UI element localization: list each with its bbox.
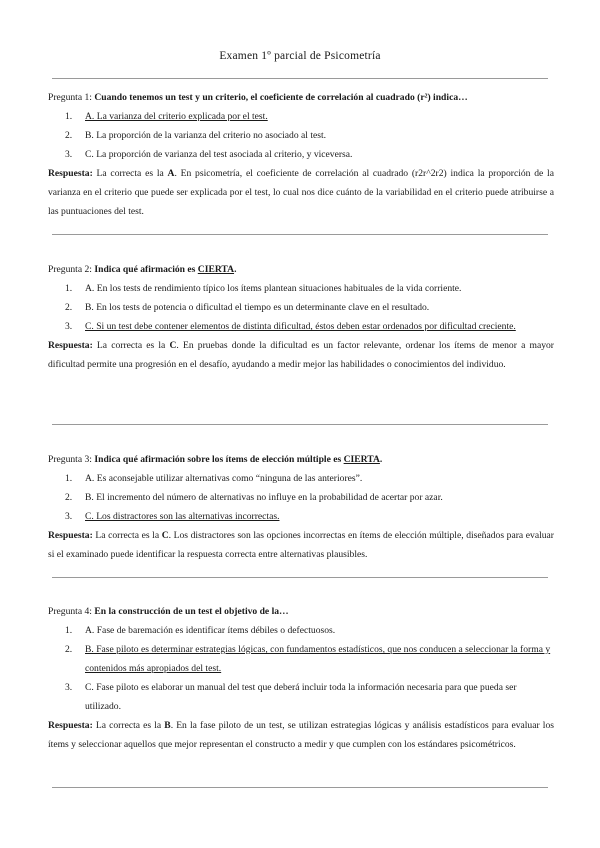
option-item [48,507,554,526]
option-number: 1. [65,473,73,484]
option-item [48,621,554,640]
option-number: 3. [65,682,73,693]
option-text: C. Fase piloto es elaborar un manual del test que deberá incluir toda la información necesaria para que pueda ser utilizado. [85,682,517,712]
option-item [48,640,554,678]
question-stem-end: . [234,264,237,275]
option-item [48,317,554,336]
answer-label: Respuesta: [48,720,93,731]
answer-label: Respuesta: [48,340,93,351]
question-3 [48,450,554,564]
question-label: Pregunta 2: [48,264,92,275]
option-number: 2. [65,492,73,503]
question-stem: Indica qué afirmación sobre los ítems de elección múltiple es [94,454,344,465]
option-text: A. En los tests de rendimiento típico los ítems plantean situaciones habituales de la vida corriente. [85,283,462,294]
answer-letter: C [161,530,169,541]
answer-explanation: . En psicometría, el coeficiente de correlación al cuadrado (r2r^2r2) indica la proporción de la varianza en el criterio que puede ser explicada por el test, lo cual nos dice cuánto de la variabilidad en el criterio puede atribuirse a las puntuaciones del test. [48,168,554,217]
option-number: 2. [65,644,73,655]
option-number: 1. [65,283,73,294]
option-item [48,279,554,298]
divider [52,577,548,578]
question-stem-emphasis: CIERTA [343,454,380,465]
option-text: B. La proporción de la varianza del criterio no asociado al test. [85,130,327,141]
option-text-correct: C. Si un test debe contener elementos de distinta dificultad, éstos deben estar ordenados por dificultad creciente. [85,321,516,332]
option-text-correct: A. La varianza del criterio explicada por el test. [85,111,268,122]
option-item [48,126,554,145]
answer-paragraph [48,164,554,221]
answer-paragraph [48,336,554,374]
question-stem: En la construcción de un test el objetivo de la… [94,606,289,617]
option-number: 3. [65,149,73,160]
question-stem: Indica qué afirmación es [94,264,198,275]
option-item [48,145,554,164]
option-text: B. En los tests de potencia o dificultad el tiempo es un determinante clave en el resultado. [85,302,430,313]
option-item [48,488,554,507]
divider [52,787,548,788]
answer-letter: B [164,720,171,731]
option-item [48,678,554,716]
question-stem: Cuando tenemos un test y un criterio, el coeficiente de correlación al cuadrado (r²) indica… [94,92,468,103]
question-stem-emphasis: CIERTA [197,264,235,275]
option-text-correct: B. Fase piloto es determinar estrategias lógicas, con fundamentos estadísticos, que nos conducen a seleccionar la forma y contenidos más apropiados del test. [85,644,551,674]
question-2 [48,260,554,374]
options-list [48,469,554,526]
option-number: 2. [65,302,73,313]
divider [52,424,548,425]
answer-letter: C [169,340,177,351]
divider [52,78,548,79]
option-number: 1. [65,625,73,636]
answer-label: Respuesta: [48,168,93,179]
option-text: C. La proporción de varianza del test asociada al criterio, y viceversa. [85,149,353,160]
page-title: Examen 1º parcial de Psicometría [219,50,381,62]
answer-explanation: . Los distractores son las opciones incorrectas en ítems de elección múltiple, diseñados para evaluar si el examinado puede identificar la respuesta correcta entre alternativas plausibles. [48,530,554,560]
answer-prefix: La correcta es la [92,168,168,179]
options-list [48,621,554,716]
answer-label: Respuesta: [48,530,93,541]
answer-prefix: La correcta es la [92,340,170,351]
option-number: 3. [65,321,73,332]
option-text: B. El incremento del número de alternativas no influye en la probabilidad de acertar por azar. [85,492,443,503]
option-item [48,469,554,488]
option-text: A. Fase de baremación es identificar ítems débiles o defectuosos. [85,625,336,636]
question-4 [48,602,554,754]
question-stem-end: . [379,454,383,465]
question-label: Pregunta 1: [48,92,92,103]
option-text-correct: C. Los distractores son las alternativas incorrectas. [85,511,280,522]
answer-explanation: . En la fase piloto de un test, se utilizan estrategias lógicas y análisis estadísticos para evaluar los ítems y seleccionar aquellos que mejor representan el constructo a medir y que cumplen con los estándares psicométricos. [48,720,554,750]
answer-prefix: La correcta es la [92,720,165,731]
option-number: 1. [65,111,73,122]
answer-prefix: La correcta es la [92,530,162,541]
option-item [48,107,554,126]
option-number: 3. [65,511,73,522]
question-heading [48,88,554,107]
question-heading [48,260,554,279]
question-heading [48,602,554,621]
options-list [48,279,554,336]
answer-explanation: . En pruebas donde la dificultad es un factor relevante, ordenar los ítems de menor a mayor dificultad permite una progresión en el desafío, ayudando a medir mejor las habilidades o conocimientos del individuo. [48,340,554,370]
question-label: Pregunta 4: [48,606,92,617]
question-label: Pregunta 3: [48,454,92,465]
option-number: 2. [65,130,73,141]
answer-paragraph [48,526,554,564]
option-text: A. Es aconsejable utilizar alternativas como “ninguna de las anteriores”. [85,473,363,484]
options-list [48,107,554,164]
option-item [48,298,554,317]
divider [52,234,548,235]
question-heading [48,450,554,469]
answer-letter: A [167,168,175,179]
answer-paragraph [48,716,554,754]
question-1 [48,88,554,221]
